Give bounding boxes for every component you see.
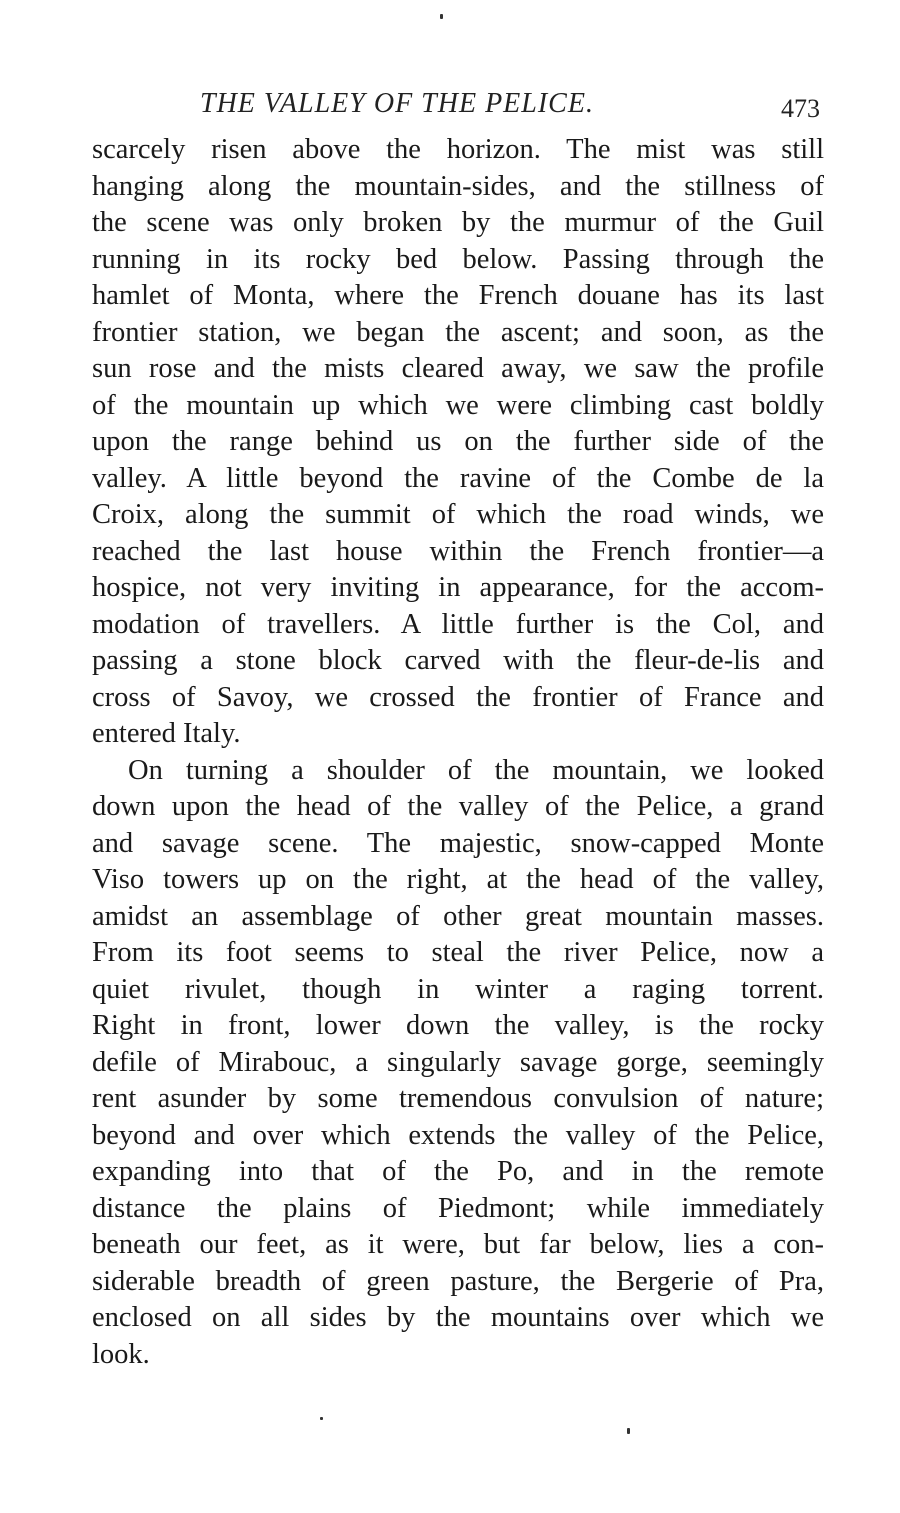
text-line: look. [92,1338,150,1370]
running-head [92,88,824,128]
text-line: Right in front, lower down the valley, is the rocky [92,1010,824,1041]
text-line: beyond and over which extends the valley of the Pelice, [92,1119,824,1151]
text-line: hanging along the mountain-sides, and the stillness of [92,170,824,202]
text-line: beneath our feet, as it were, but far below, lies a con- [92,1229,824,1260]
text-line: down upon the head of the valley of the Pelice, a grand [92,791,824,822]
text-line: of the mountain up which we were climbing cast boldly [92,389,824,421]
text-line: From its foot seems to steal the river Pelice, now a [92,937,824,968]
text-line: scarcely risen above the horizon. The mist was still [92,134,824,165]
text-line: quiet rivulet, though in winter a raging torrent. [92,973,824,1005]
paragraph-2 [92,753,824,1374]
text-line: hamlet of Monta, where the French douane has its last [92,280,824,311]
text-line: upon the range behind us on the further side of the [92,426,824,457]
page-number: 473 [781,94,820,123]
text-line: Croix, along the summit of which the road winds, we [92,499,824,530]
text-line: Viso towers up on the right, at the head of the valley, [92,864,824,895]
text-line: valley. A little beyond the ravine of the Combe de la [92,462,824,494]
running-title: THE VALLEY OF THE PELICE. [200,88,594,119]
text-line: siderable breadth of green pasture, the Bergerie of Pra, [92,1265,824,1297]
text-line: hospice, not very inviting in appearance, for the accom- [92,572,824,603]
text-line: rent asunder by some tremendous convulsion of nature; [92,1083,824,1114]
book-page [92,88,824,1373]
text-line: entered Italy. [92,718,241,749]
text-line: frontier station, we began the ascent; and soon, as the [92,316,824,348]
paragraph-1 [92,132,824,753]
text-line: passing a stone block carved with the fleur-de-lis and [92,645,824,676]
text-line: defile of Mirabouc, a singularly savage gorge, seemingly [92,1046,824,1078]
print-speck-bottom-right [627,1428,630,1434]
text-line: enclosed on all sides by the mountains over which we [92,1302,824,1333]
text-line: On turning a shoulder of the mountain, we looked [128,754,824,786]
text-line: expanding into that of the Po, and in the remote [92,1156,824,1187]
print-speck-bottom-left [320,1417,323,1420]
text-line: and savage scene. The majestic, snow-capped Monte [92,827,824,859]
text-line: modation of travellers. A little further is the Col, and [92,608,824,640]
text-line: distance the plains of Piedmont; while immediately [92,1192,824,1224]
text-line: reached the last house within the French frontier—a [92,535,824,567]
print-speck-top [440,14,443,19]
text-line: cross of Savoy, we crossed the frontier of France and [92,681,824,713]
text-line: the scene was only broken by the murmur of the Guil [92,207,824,238]
text-line: amidst an assemblage of other great mountain masses. [92,900,824,932]
text-line: running in its rocky bed below. Passing through the [92,243,824,275]
text-line: sun rose and the mists cleared away, we saw the profile [92,353,824,384]
